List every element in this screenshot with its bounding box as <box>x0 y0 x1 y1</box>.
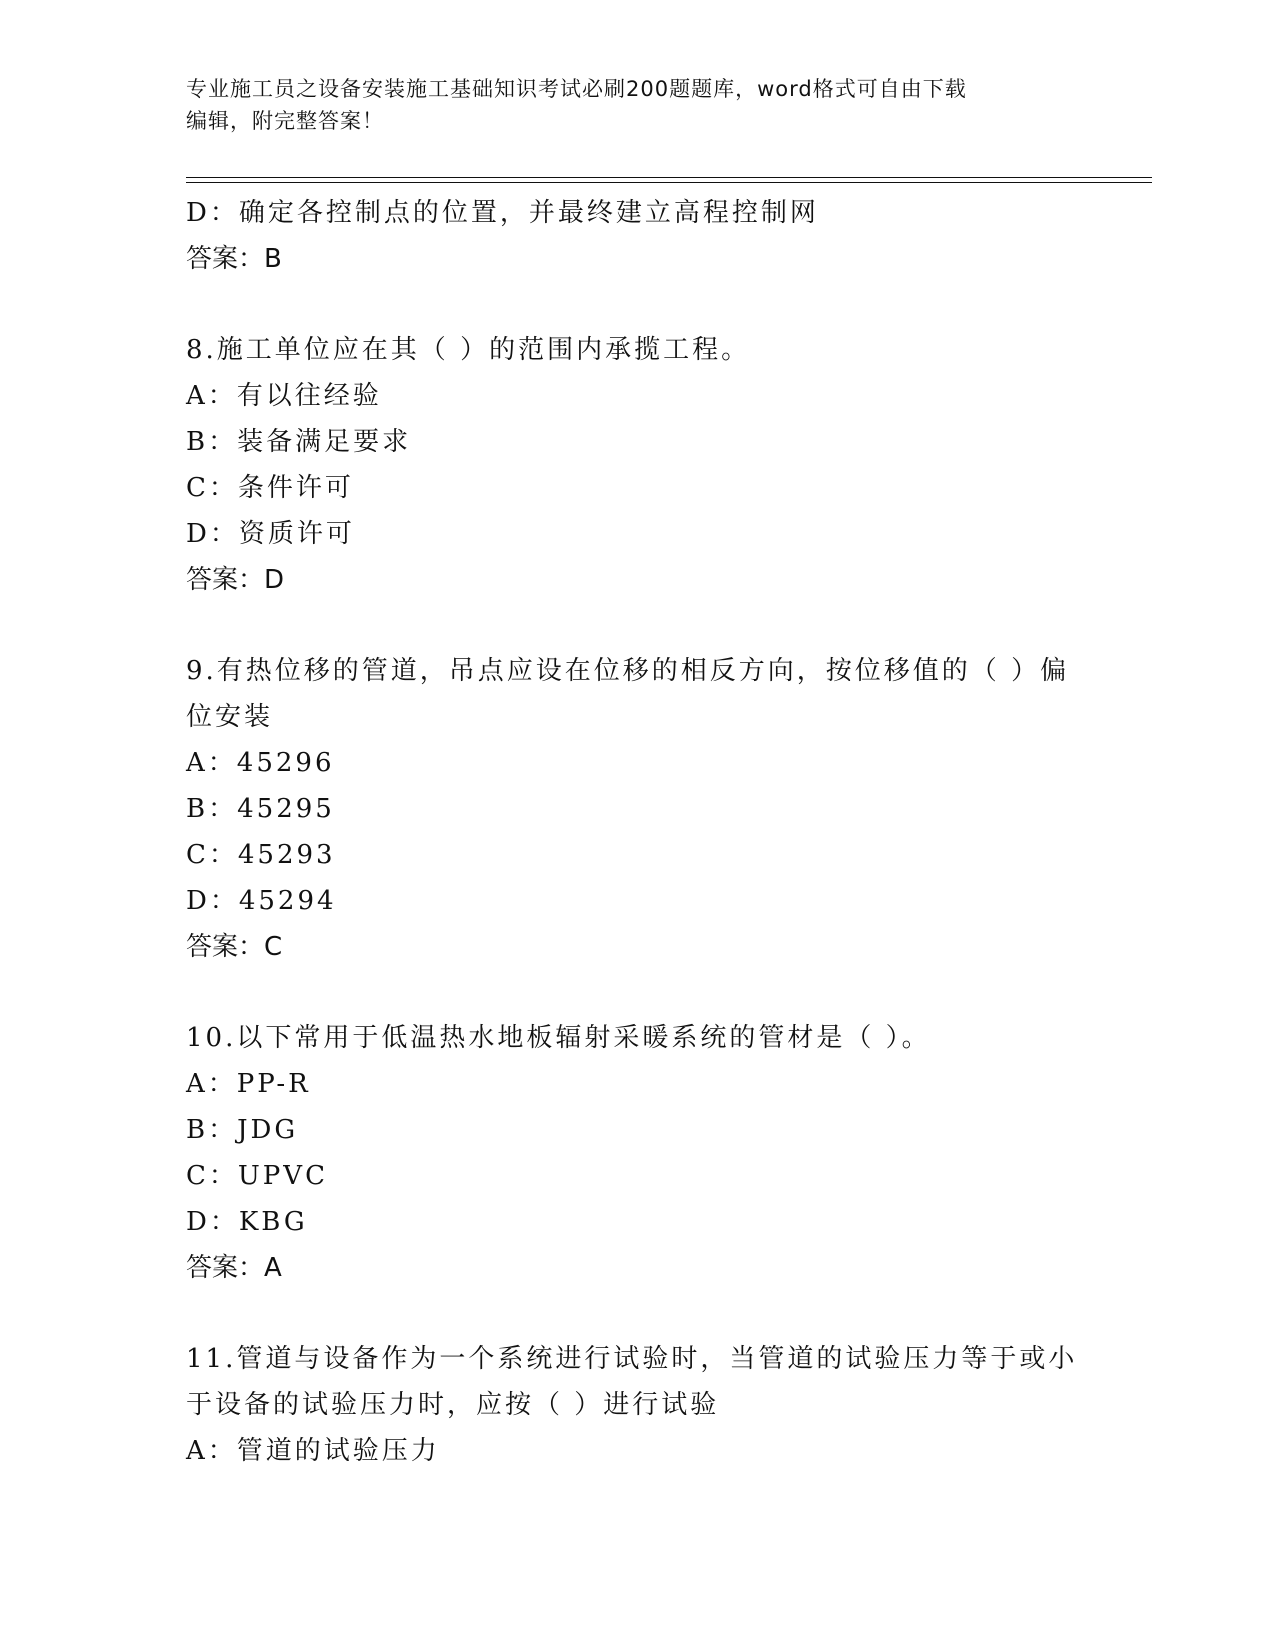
question-stem-line1: 11.管道与设备作为一个系统进行试验时，当管道的试验压力等于或小 <box>186 1344 1078 1374</box>
answer-line: 答案：B <box>186 244 282 274</box>
question-stem: 8.施工单位应在其（ ）的范围内承揽工程。 <box>186 335 751 365</box>
option-b: B：装备满足要求 <box>186 427 412 457</box>
question-9 <box>186 648 1076 970</box>
option-d: D：确定各控制点的位置，并最终建立高程控制网 <box>186 198 819 228</box>
answer-line: 答案：C <box>186 932 283 962</box>
option-b: B：45295 <box>186 794 335 824</box>
option-a: A：PP-R <box>186 1069 311 1099</box>
question-stem-line2: 位安装 <box>186 702 274 732</box>
question-7 <box>186 190 1076 282</box>
question-stem-line2: 于设备的试验压力时，应按（ ）进行试验 <box>186 1390 720 1420</box>
option-c: C：45293 <box>186 840 336 870</box>
question-8 <box>186 327 1076 603</box>
option-d: D：资质许可 <box>186 519 355 549</box>
question-10 <box>186 1015 1076 1291</box>
question-stem-line1: 9.有热位移的管道，吊点应设在位移的相反方向，按位移值的（ ）偏 <box>186 656 1070 686</box>
option-d: D：KBG <box>186 1207 308 1237</box>
question-11 <box>186 1336 1076 1474</box>
answer-line: 答案：A <box>186 1253 282 1283</box>
option-a: A：管道的试验压力 <box>186 1436 440 1466</box>
header-divider-top <box>186 177 1152 178</box>
header-divider-bottom <box>186 182 1152 183</box>
option-a: A：有以往经验 <box>186 381 382 411</box>
option-b: B：JDG <box>186 1115 299 1145</box>
answer-line: 答案：D <box>186 565 285 595</box>
document-header <box>186 73 1066 137</box>
option-d: D：45294 <box>186 886 337 916</box>
option-c: C：UPVC <box>186 1161 328 1191</box>
question-list <box>186 190 1076 1474</box>
header-title-line2: 编辑，附完整答案！ <box>186 109 384 133</box>
option-c: C：条件许可 <box>186 473 354 503</box>
option-a: A：45296 <box>186 748 335 778</box>
question-stem: 10.以下常用于低温热水地板辐射采暖系统的管材是（ ）。 <box>186 1023 931 1053</box>
header-title-line1: 专业施工员之设备安装施工基础知识考试必刷200题题库，word格式可自由下载 <box>186 77 967 101</box>
